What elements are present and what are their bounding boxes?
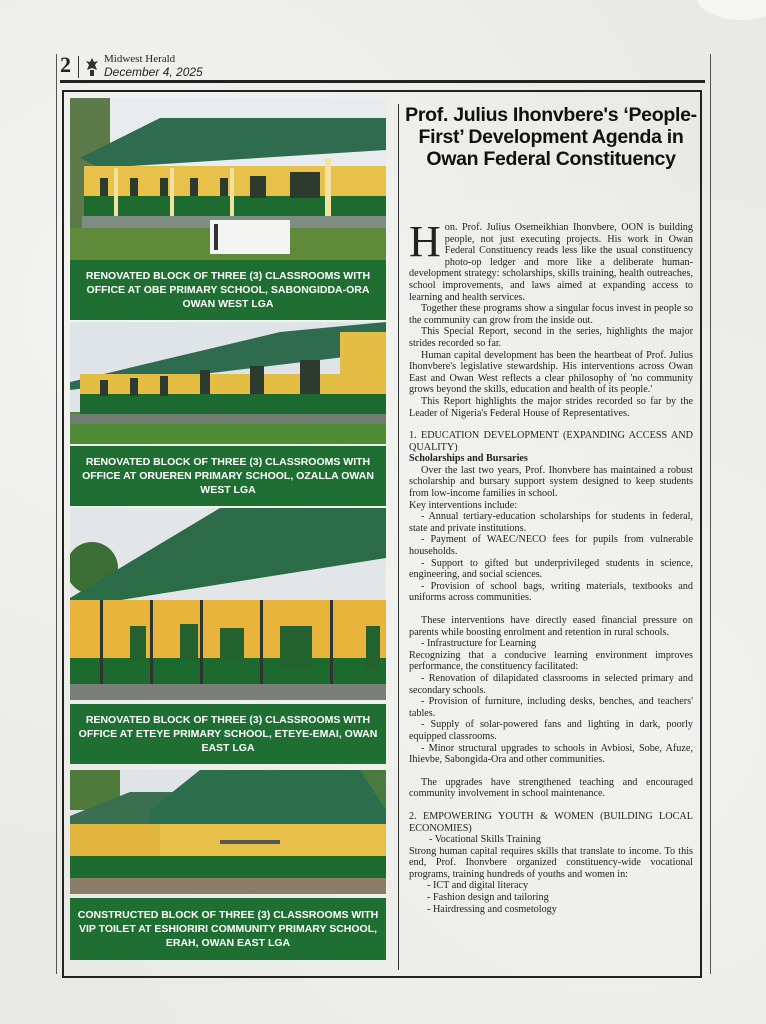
photo-orueren-primary-school: [70, 322, 386, 444]
paragraph: Recognizing that a conducive learning environment improves performance, the constituency facilitated:: [409, 649, 693, 673]
paragraph: Human capital development has been the heartbeat of Prof. Julius Ihonvbere's legislative stewardship. His interventions across Owan East and Owan West reflects a clear philosophy of 'no community grows beyond the skills, education and health of its people.': [409, 349, 693, 396]
list-item: - Supply of solar-powered fans and lighting in dark, poorly equipped classrooms.: [409, 719, 693, 742]
list-item: - Provision of school bags, writing materials, textbooks and uniforms across communities.: [409, 580, 693, 604]
page-number: 2: [60, 52, 71, 77]
subheading: - Infrastructure for Learning: [421, 638, 537, 650]
paragraph: These interventions have directly eased financial pressure on parents while boosting enrolment and retention in rural schools.: [409, 615, 693, 638]
list-item: - ICT and digital literacy: [427, 880, 529, 892]
list-item: - Minor structural upgrades to schools in Avbiosi, Sobe, Afuze, Ihievbe, Sabongida-Ora and other communities.: [409, 742, 693, 766]
photo-eshioriri-primary-school: [70, 770, 386, 894]
paragraph: This Special Report, second in the series, highlights the major strides recorded so far.: [409, 326, 693, 349]
header-divider: [78, 56, 79, 78]
paragraph: The upgrades have strengthened teaching and encouraged community involvement in school maintenance.: [409, 776, 693, 800]
column-separator: [398, 104, 399, 970]
list-item: - Fashion design and tailoring: [427, 892, 549, 904]
right-margin-rule: [710, 54, 711, 974]
drop-cap: H: [409, 217, 441, 266]
masthead: Midwest Herald: [104, 53, 176, 65]
photo-obe-primary-school: [70, 98, 386, 260]
list-item: - Provision of furniture, including desks, benches, and teachers' tables.: [409, 696, 693, 719]
section-heading: 1. EDUCATION DEVELOPMENT (EXPANDING ACCESS AND QUALITY): [409, 430, 693, 453]
section-heading: 2. EMPOWERING YOUTH & WOMEN (BUILDING LOCAL ECONOMIES): [409, 810, 693, 834]
photo-caption: CONSTRUCTED BLOCK OF THREE (3) CLASSROOMS WITH VIP TOILET AT ESHIORIRI COMMUNITY PRIMARY SCHOOL, ERAH, OWAN EAST LGA: [70, 898, 386, 960]
list-item: - Hairdressing and cosmetology: [427, 903, 557, 915]
article-title: Prof. Julius Ihonvbere's ‘People-First’ Development Agenda in Owan Federal Constituency: [405, 104, 697, 170]
list-item: - Support to gifted but underprivileged students in science, engineering, and social sciences.: [409, 557, 693, 581]
list-item: - Renovation of dilapidated classrooms in selected primary and secondary schools.: [409, 672, 693, 696]
article-body: [409, 217, 693, 915]
photo-caption: RENOVATED BLOCK OF THREE (3) CLASSROOMS WITH OFFICE AT ORUEREN PRIMARY SCHOOL, OZALLA OWAN WEST LGA: [70, 446, 386, 506]
subheading: - Vocational Skills Training: [429, 834, 541, 846]
photo-caption: RENOVATED BLOCK OF THREE (3) CLASSROOMS WITH OFFICE AT OBE PRIMARY SCHOOL, SABONGIDDA-ORA OWAN WEST LGA: [70, 260, 386, 320]
intro-text: on. Prof. Julius Osemeikhian Ihonvbere, OON is building people, not just executing projects. His work in Owan Federal Constituency reads less like the usual constituency photo-op ledger and more like a deliberate human-development strategy: scholarships, skills training, health outreaches, school improvements, and laws aimed at expanding access to learning and health services.: [409, 222, 693, 303]
paragraph: Over the last two years, Prof. Ihonvbere has maintained a robust scholarship and bursary support system designed to keep students from low-income families in school.: [409, 464, 693, 500]
issue-date: December 4, 2025: [104, 65, 203, 79]
photo-eteye-primary-school: [70, 508, 386, 700]
paragraph: Together these programs show a singular focus invest in people so the community can grow from the inside out.: [409, 303, 693, 326]
subheading: Scholarships and Bursaries: [409, 453, 528, 465]
list-item: - Payment of WAEC/NECO fees for pupils from vulnerable households.: [409, 534, 693, 558]
photo-caption: RENOVATED BLOCK OF THREE (3) CLASSROOMS WITH OFFICE AT ETEYE PRIMARY SCHOOL, ETEYE-EMAI, OWAN EAST LGA: [70, 704, 386, 764]
header-rule: [60, 80, 705, 83]
left-margin-rule: [56, 54, 57, 974]
intro-paragraph: [409, 217, 693, 303]
paragraph: This Report highlights the major strides recorded so far by the Leader of Nigeria's Federal House of Representatives.: [409, 395, 693, 419]
list-item: - Annual tertiary-education scholarships for students in federal, state and private institutions.: [409, 511, 693, 534]
eagle-crest-icon: [84, 56, 100, 78]
paragraph: Strong human capital requires skills that translate to income. To this end, Prof. Ihonvbere organized constituency-wide vocational programs, training hundreds of youths and women in:: [409, 845, 693, 880]
paragraph: Key interventions include:: [409, 499, 518, 511]
